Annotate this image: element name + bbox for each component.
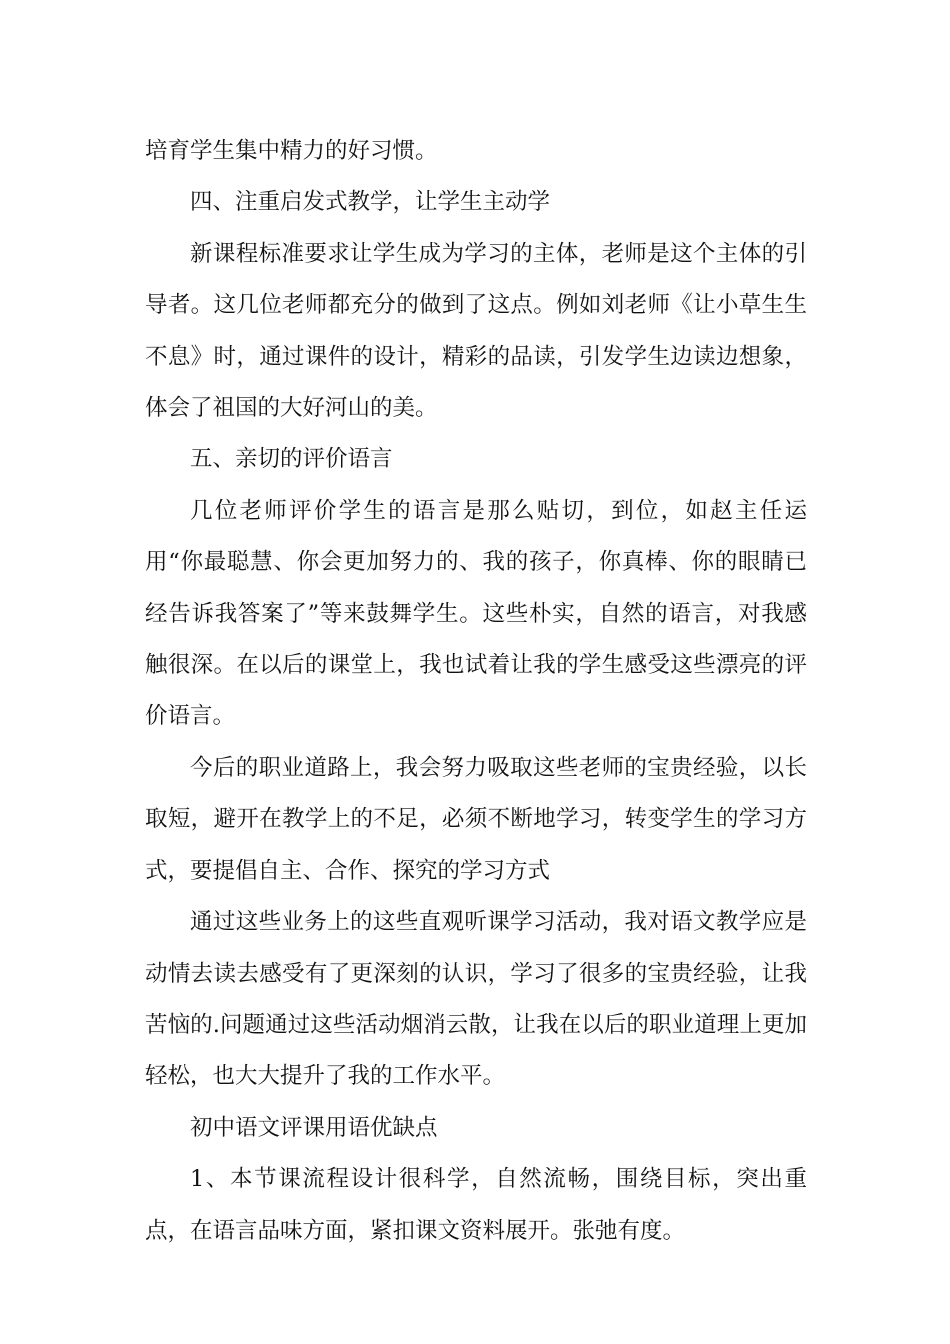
paragraph: 培育学生集中精力的好习惯。	[145, 138, 438, 164]
document-body	[145, 126, 807, 1257]
paragraph: 通过这些业务上的这些直观听课学习活动，我对语文教学应是动情去读去感受有了更深刻的认识，学习了很多的宝贵经验，让我苦恼的.问题通过这些活动烟消云散，让我在以后的职业道理上更加轻松，也大大提升了我的工作水平。	[145, 909, 807, 1090]
section-heading: 初中语文评课用语优缺点	[190, 1114, 438, 1141]
paragraph: 新课程标准要求让学生成为学习的主体，老师是这个主体的引导者。这几位老师都充分的做到了这点。例如刘老师《让小草生生不息》时，通过课件的设计，精彩的品读，引发学生边读边想象，体会了祖国的大好河山的美。	[145, 240, 807, 422]
section-heading: 五、亲切的评价语言	[190, 446, 393, 473]
paragraph: 1、本节课流程设计很科学，自然流畅，围绕目标，突出重点，在语言品味方面，紧扣课文资料展开。张弛有度。	[145, 1166, 807, 1244]
paragraph: 几位老师评价学生的语言是那么贴切，到位，如赵主任运用“你最聪慧、你会更加努力的、我的孩子，你真棒、你的眼睛已经告诉我答案了”等来鼓舞学生。这些朴实，自然的语言，对我感触很深。在以后的课堂上，我也试着让我的学生感受这些漂亮的评价语言。	[145, 497, 807, 730]
section-heading: 四、注重启发式教学，让学生主动学	[190, 189, 551, 216]
paragraph: 今后的职业道路上，我会努力吸取这些老师的宝贵经验，以长取短，避开在教学上的不足，必须不断地学习，转变学生的学习方式，要提倡自主、合作、探究的学习方式	[145, 754, 807, 884]
